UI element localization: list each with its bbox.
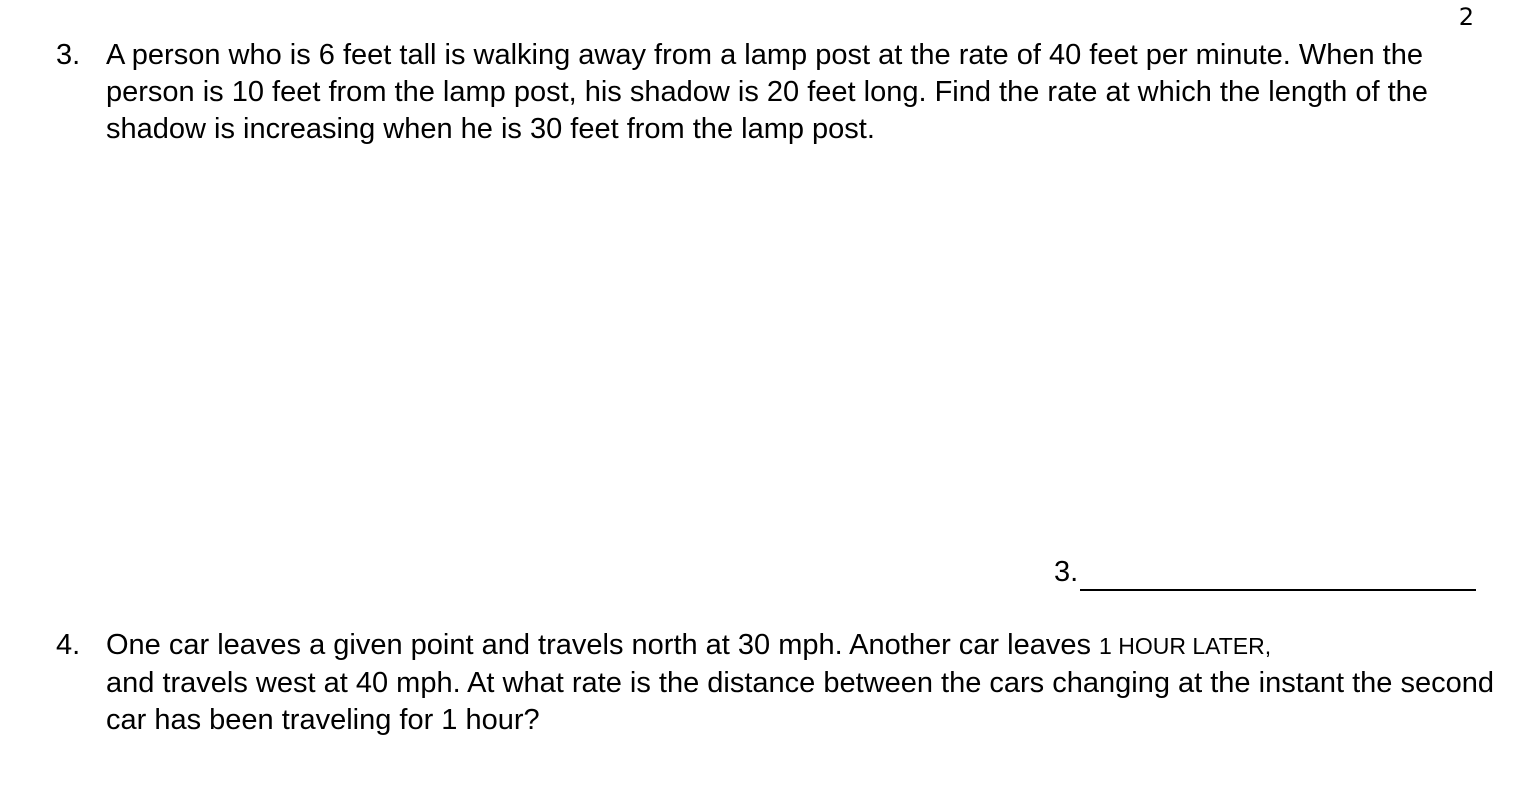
- page-number: 2: [1458, 3, 1474, 31]
- problem-4-text-before: One car leaves a given point and travels north at 30 mph. Another car leaves: [106, 629, 1091, 661]
- problem-3-text: A person who is 6 feet tall is walking away from a lamp post at the rate of 40 feet per minute. When the person is 10 feet from the lamp post, his shadow is 20 feet long. Find the rate at which the length of the shadow is increasing when he is 30 feet from the lamp post.: [106, 39, 1428, 145]
- problem-4-text: [106, 627, 1496, 739]
- answer-blank-3-line[interactable]: [1080, 557, 1476, 591]
- problem-4: [56, 627, 1496, 739]
- answer-blank-3-label: 3.: [1054, 556, 1079, 588]
- problem-3: [56, 37, 1496, 148]
- problem-3-number: 3.: [56, 39, 81, 71]
- answer-blank-3[interactable]: [1054, 554, 1476, 591]
- problem-4-text-after: and travels west at 40 mph. At what rate is the distance between the cars changing at the instant the second car has been traveling for 1 hour?: [106, 667, 1495, 736]
- problem-4-number: 4.: [56, 629, 81, 661]
- problem-4-emphasis: 1 HOUR LATER,: [1099, 633, 1272, 659]
